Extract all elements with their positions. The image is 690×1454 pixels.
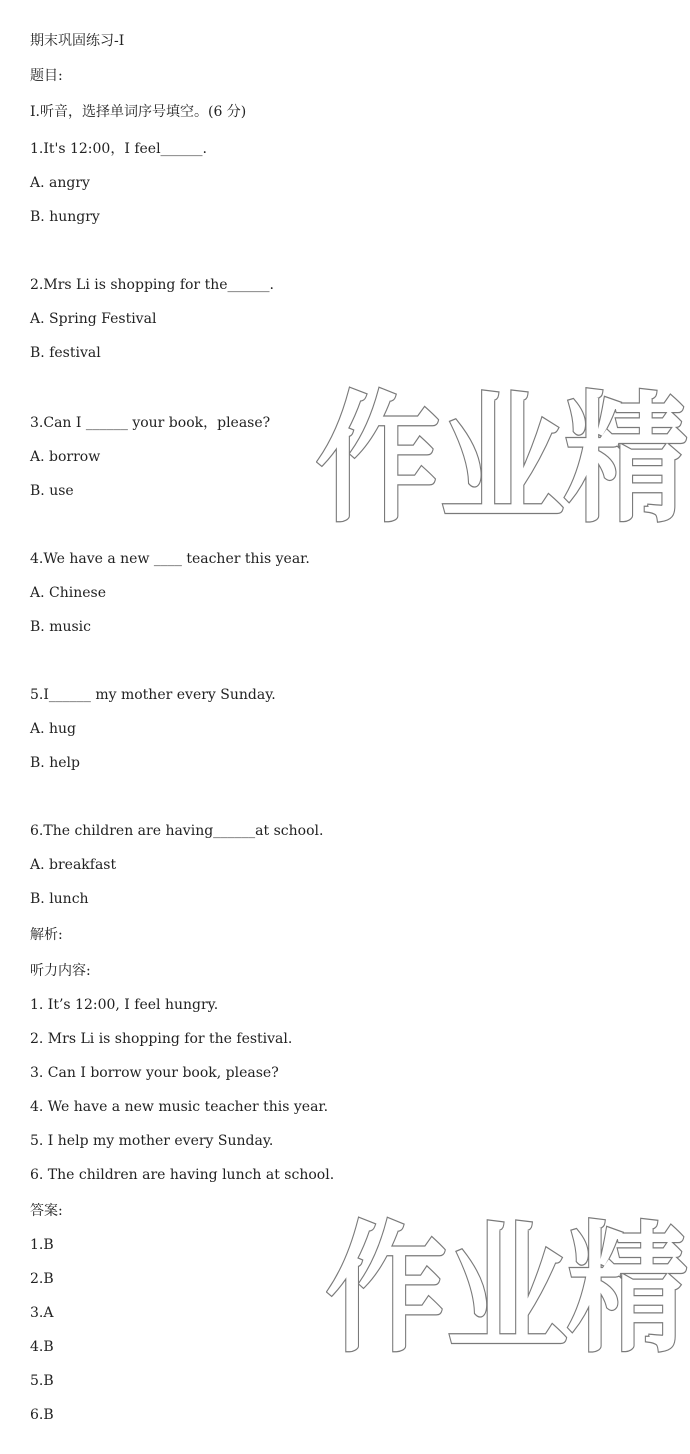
option-b: B. music [30,619,91,635]
transcript-line: 6. The children are having lunch at school. [30,1167,335,1183]
option-b: B. use [30,483,74,499]
option-a: A. angry [30,175,90,191]
option-a: A. Spring Festival [30,311,157,327]
watermark-bottom [326,1208,690,1368]
option-b: B. lunch [30,891,89,907]
transcript-line: 2. Mrs Li is shopping for the festival. [30,1031,293,1047]
watermark-text: 作业精 [326,1209,688,1368]
answer-item: 3.A [30,1305,54,1321]
transcript-line: 3. Can I borrow your book, please? [30,1065,279,1081]
watermark-top [316,378,690,538]
question-stem: 4.We have a new ____ teacher this year. [30,551,310,567]
transcript-line: 1. It’s 12:00, I feel hungry. [30,997,219,1013]
listening-heading: 听力内容: [30,963,91,979]
question-stem: 3.Can I ______ your book，please? [30,415,271,431]
option-a: A. Chinese [30,585,106,601]
answer-item: 1.B [30,1237,54,1253]
question-stem: 2.Mrs Li is shopping for the______. [30,277,274,293]
question-stem: 5.I______ my mother every Sunday. [30,687,276,703]
transcript-line: 5. I help my mother every Sunday. [30,1133,274,1149]
question-stem: 1.It's 12:00，I feel______. [30,141,208,157]
option-b: B. help [30,755,80,771]
answer-heading: 答案: [30,1203,63,1219]
watermark-text: 作业精 [316,379,688,538]
option-b: B. festival [30,345,101,361]
transcript-line: 4. We have a new music teacher this year. [30,1099,329,1115]
answer-item: 4.B [30,1339,54,1355]
question-heading: 题目: [30,68,63,84]
answer-item: 2.B [30,1271,54,1287]
section-heading: I.听音，选择单词序号填空。(6 分) [30,104,247,120]
option-a: A. breakfast [30,857,117,873]
question-stem: 6.The children are having______at school. [30,823,324,839]
option-b: B. hungry [30,209,100,225]
answer-item: 6.B [30,1407,54,1423]
analysis-heading: 解析: [30,927,63,943]
answer-item: 5.B [30,1373,54,1389]
document-title: 期末巩固练习-I [30,33,125,49]
option-a: A. hug [30,721,77,737]
option-a: A. borrow [30,449,101,465]
